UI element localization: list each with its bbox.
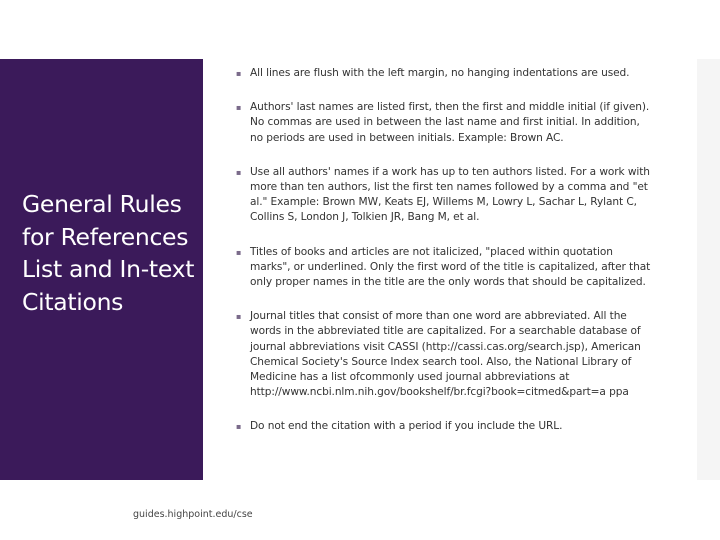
bullet-text: Authors' last names are listed first, then the first and middle initial (if given). No commas are used in between the last name and first initial. In addition, no periods are used in between initials. Example: Brown AC. [250, 101, 650, 144]
bullet-icon: ▪ [236, 247, 242, 257]
footer-source: guides.highpoint.edu/cse [133, 509, 253, 520]
bullet-item [236, 66, 656, 81]
bullet-item [236, 419, 656, 434]
bullet-item [236, 165, 656, 226]
bullet-text: Do not end the citation with a period if you include the URL. [250, 420, 563, 433]
bullet-item [236, 245, 656, 291]
bullet-icon: ▪ [236, 103, 242, 113]
bullet-item [236, 100, 656, 146]
right-accent-strip [697, 59, 720, 480]
slide-title: General Rules for References List and In-text Citations [22, 190, 195, 316]
bullet-icon: ▪ [236, 69, 242, 78]
bullet-text: Use all authors' names if a work has up to ten authors listed. For a work with more than ten authors, list the first ten names followed by a comma and "et al." Example: Brown MW, Keats EJ, Willems M, Lowry L, Sachar L, Rylant C, Collins S, London J, Tolkien JR, Bang M, et al. [250, 165, 650, 224]
bullet-text: Titles of books and articles are not italicized, "placed within quotation marks", or underlined. Only the first word of the title is capitalized, after that only proper names in the title are the only words that should be capitalized. [250, 245, 651, 289]
bullet-icon: ▪ [236, 312, 242, 322]
bullet-list [236, 66, 656, 454]
bullet-text: Journal titles that consist of more than one word are abbreviated. All the words in the abbreviated title are capitalized. For a searchable database of journal abbreviations visit CASSI (http://cassi.cas.org/search.jsp), American Chemical Society's Source Index search tool. Also, the National Library of Medicine has a list ofcommonly used journal abbreviations at http://www.ncbi.nlm.nih.gov/bookshelf/br.fcgi?book=citmed&part=a ppa [250, 310, 641, 399]
bullet-icon: ▪ [236, 167, 242, 177]
bullet-text: All lines are flush with the left margin, no hanging indentations are used. [250, 67, 630, 79]
bullet-item [236, 309, 656, 400]
bullet-icon: ▪ [236, 422, 242, 432]
